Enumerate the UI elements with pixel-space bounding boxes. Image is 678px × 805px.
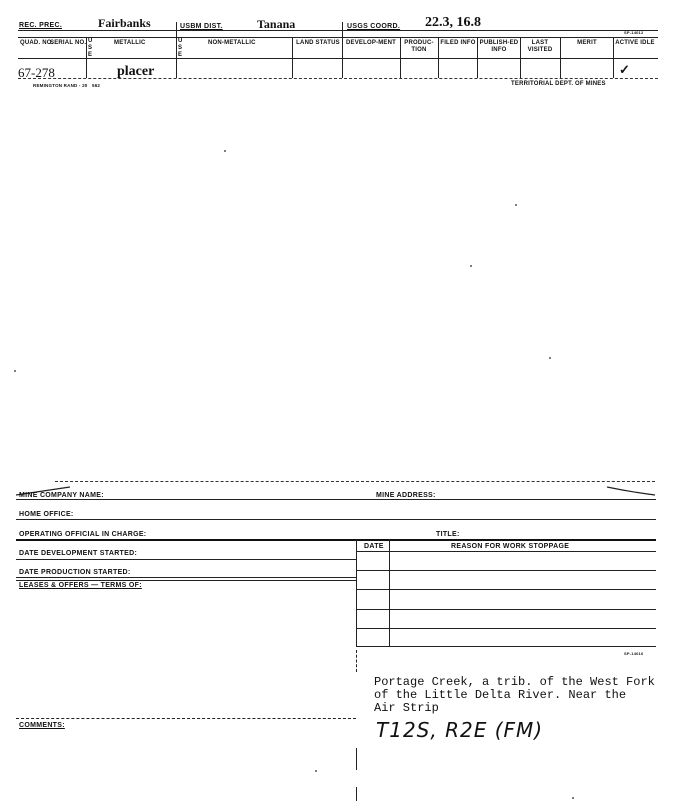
tear-line: [55, 481, 655, 482]
notes-line-2: of the Little Delta River. Near the: [374, 688, 627, 702]
development-header: DEVELOP-MENT: [345, 40, 397, 46]
usgs-coord-label: USGS COORD.: [347, 23, 401, 30]
home-office-label: HOME OFFICE:: [19, 511, 74, 518]
notes-line-3: Air Strip: [374, 701, 439, 715]
production-header: PRODUC-TION: [404, 40, 434, 53]
usgs-coord-value: 22.3, 16.8: [425, 15, 481, 30]
merit-header: MERIT: [577, 40, 597, 46]
printer-label: REMINGTON RAND - 20: [33, 83, 88, 88]
record-row-rule: [18, 78, 658, 79]
speck: [224, 150, 226, 152]
column-divider: [438, 37, 439, 78]
form-rule: [16, 519, 656, 520]
rec-prec-value: Fairbanks: [98, 16, 151, 30]
margin-mark: [356, 650, 357, 672]
margin-mark: [356, 787, 357, 801]
serial-value: 67-278: [18, 65, 55, 80]
speck: [572, 797, 574, 799]
speck: [14, 370, 16, 372]
form-rule: [16, 499, 656, 500]
form-rule: [16, 559, 356, 560]
metallic-value: placer: [117, 64, 155, 79]
mine-company-name-label: MINE COMPANY NAME:: [19, 492, 104, 499]
form-rule: [16, 580, 356, 581]
column-divider: [292, 37, 293, 78]
column-divider: [520, 37, 521, 78]
usbm-dist-value: Tanana: [257, 17, 296, 31]
metallic-header: METALLIC: [114, 40, 146, 46]
table-row-rule: [356, 609, 656, 610]
form-rule: [16, 577, 356, 578]
speck: [549, 357, 551, 359]
usbm-dist-label: USBM DIST.: [180, 23, 223, 30]
last-visited-header: LAST VISITED: [527, 40, 553, 53]
table-row-rule: [356, 646, 656, 647]
column-divider: [560, 37, 561, 78]
pen-stroke-right: [605, 484, 657, 498]
comments-label: COMMENTS:: [19, 722, 65, 729]
column-divider: [477, 37, 478, 78]
lower-form-number: SP-14016: [624, 651, 644, 656]
use-metallic-header: U S E: [88, 38, 93, 58]
form-number: SP-14012: [624, 30, 644, 35]
handwritten-location: T12S, R2E (FM): [376, 718, 544, 742]
margin-mark: [356, 748, 357, 770]
reason-column-header: REASON FOR WORK STOPPAGE: [451, 543, 570, 550]
table-rule: [356, 551, 656, 552]
active-idle-check-icon: ✓: [619, 62, 630, 77]
serial-no-header: SERIAL NO.: [50, 40, 87, 46]
non-metallic-header: NON-METALLIC: [208, 40, 256, 46]
table-row-rule: [356, 628, 656, 629]
date-production-label: DATE PRODUCTION STARTED:: [19, 569, 131, 576]
table-row-rule: [356, 570, 656, 571]
table-divider: [356, 539, 357, 647]
table-row-rule: [356, 589, 656, 590]
department-label: TERRITORIAL DEPT. OF MINES: [511, 81, 606, 87]
column-divider: [613, 37, 614, 78]
table-divider: [389, 539, 390, 647]
column-divider: [86, 37, 87, 78]
form-rule: [16, 718, 356, 719]
speck: [315, 770, 317, 772]
column-divider: [342, 22, 343, 78]
rec-prec-label: REC. PREC.: [19, 22, 63, 29]
operating-official-label: OPERATING OFFICIAL IN CHARGE:: [19, 531, 147, 538]
notes-line-1: Portage Creek, a trib. of the West Fork: [374, 675, 655, 689]
date-column-header: DATE: [364, 543, 384, 550]
header-rule-2: [18, 37, 658, 38]
active-idle-header: ACTIVE IDLE: [615, 40, 655, 46]
filed-info-header: FILED INFO: [440, 40, 476, 46]
form-rule: [16, 539, 656, 541]
published-info-header: PUBLISH-ED INFO: [479, 40, 519, 53]
column-header-rule: [18, 58, 658, 59]
speck: [470, 265, 472, 267]
quad-no-header: QUAD. NO.: [20, 40, 54, 46]
printer-code: 562: [92, 83, 101, 88]
title-label: TITLE:: [436, 531, 460, 538]
land-status-header: LAND STATUS: [296, 40, 340, 46]
column-divider: [176, 22, 177, 78]
leases-label: LEASES & OFFERS — TERMS OF:: [19, 582, 142, 589]
mine-address-label: MINE ADDRESS:: [376, 492, 436, 499]
use-non-metallic-header: U S E: [178, 38, 183, 58]
date-development-label: DATE DEVELOPMENT STARTED:: [19, 550, 138, 557]
speck: [515, 204, 517, 206]
